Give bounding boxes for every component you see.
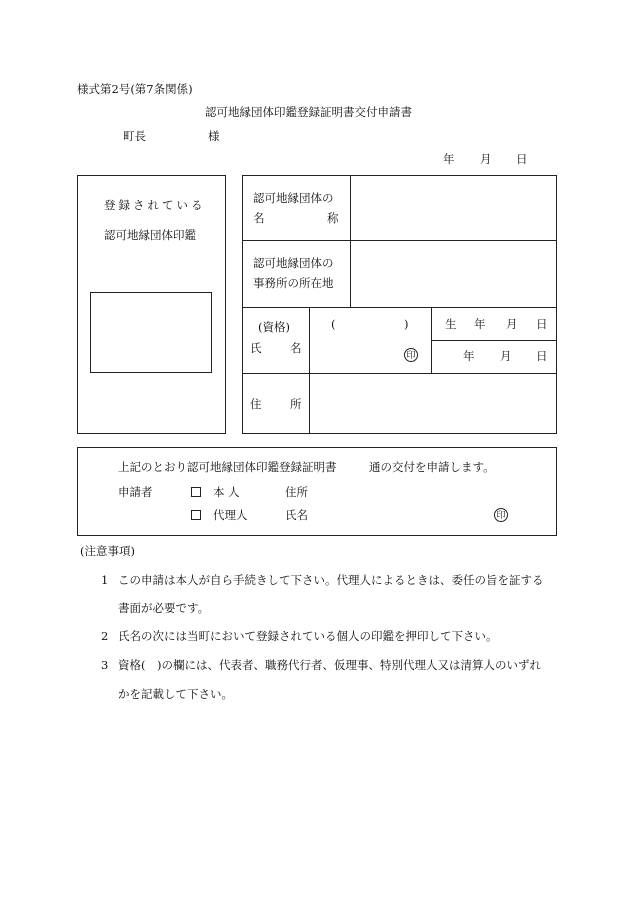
qualification-label: (資格): [258, 320, 290, 334]
applicant-name-label: 氏名: [285, 508, 308, 522]
qualification-field[interactable]: [340, 316, 402, 334]
birth-label: 生: [445, 317, 457, 331]
applicant-label: 申請者: [118, 485, 153, 499]
qualification-paren-open: (: [331, 317, 336, 331]
note-text: この申請は本人が自ら手続きして下さい。代理人によるときは、委任の旨を証する: [118, 573, 544, 587]
qualification-paren-close: ): [404, 317, 409, 331]
note-text: かを記載して下さい。: [118, 687, 233, 701]
date2-year: 年: [463, 349, 475, 363]
office-address-field[interactable]: [352, 242, 555, 306]
table-divider: [431, 307, 432, 373]
date-year: 年: [443, 152, 455, 166]
address-label-a: 住: [250, 397, 262, 411]
org-name-field[interactable]: [352, 177, 555, 239]
date-day: 日: [516, 152, 528, 166]
option-self-label: 本 人: [213, 485, 240, 499]
note-text: 書面が必要です。: [118, 601, 210, 615]
note-number: 2: [101, 629, 109, 643]
self-checkbox[interactable]: [191, 487, 201, 497]
date2-day: 日: [536, 349, 548, 363]
request-statement-a: 上記のとおり認可地縁団体印鑑登録証明書: [118, 460, 337, 474]
note-number: 3: [101, 658, 109, 672]
office-label-2: 事務所の所在地: [253, 276, 334, 290]
date2-month: 月: [500, 349, 512, 363]
org-name-label-2a: 名: [253, 211, 265, 225]
name-label-a: 氏: [250, 341, 262, 355]
note-text: 氏名の次には当町において登録されている個人の印鑑を押印して下さい。: [118, 629, 498, 643]
address-label-b: 所: [290, 397, 302, 411]
address-field[interactable]: [311, 375, 555, 432]
copies-field[interactable]: [345, 459, 367, 475]
birth-day: 日: [536, 317, 548, 331]
org-name-label-1: 認可地縁団体の: [253, 191, 334, 205]
form-number: 様式第2号(第7条関係): [77, 82, 193, 96]
birth-year: 年: [474, 317, 486, 331]
option-agent-label: 代理人: [213, 508, 248, 522]
birth-month: 月: [506, 317, 518, 331]
name-label-b: 名: [290, 341, 302, 355]
addressee: 町長: [123, 129, 146, 143]
table-divider: [242, 240, 557, 241]
registered-seal-label-1: 登録されている: [104, 198, 206, 212]
request-statement-b: 通の交付を申請します。: [369, 460, 495, 474]
date-month: 月: [480, 152, 492, 166]
org-name-label-2b: 称: [327, 211, 339, 225]
applicant-address-field[interactable]: [312, 484, 542, 501]
applicant-seal-icon: 印: [494, 508, 508, 522]
registered-seal-label-2: 認可地縁団体印鑑: [104, 228, 196, 242]
office-label-1: 認可地縁団体の: [253, 256, 334, 270]
table-divider: [350, 175, 351, 307]
agent-checkbox[interactable]: [191, 510, 201, 520]
table-divider: [242, 373, 557, 374]
note-text: 資格( )の欄には、代表者、職務代行者、仮理事、特別代理人又は清算人のいずれ: [118, 658, 541, 672]
table-divider: [431, 340, 557, 341]
name-seal-icon: 印: [404, 348, 418, 362]
page-title: 認可地縁団体印鑑登録証明書交付申請書: [205, 105, 412, 119]
table-divider: [242, 307, 557, 308]
note-number: 1: [101, 573, 109, 587]
applicant-address-label: 住所: [285, 485, 308, 499]
applicant-name-field[interactable]: [312, 507, 490, 524]
honorific: 様: [208, 129, 220, 143]
seal-impression-box[interactable]: [90, 292, 212, 373]
table-divider: [309, 307, 310, 434]
notes-heading: (注意事項): [80, 544, 135, 558]
